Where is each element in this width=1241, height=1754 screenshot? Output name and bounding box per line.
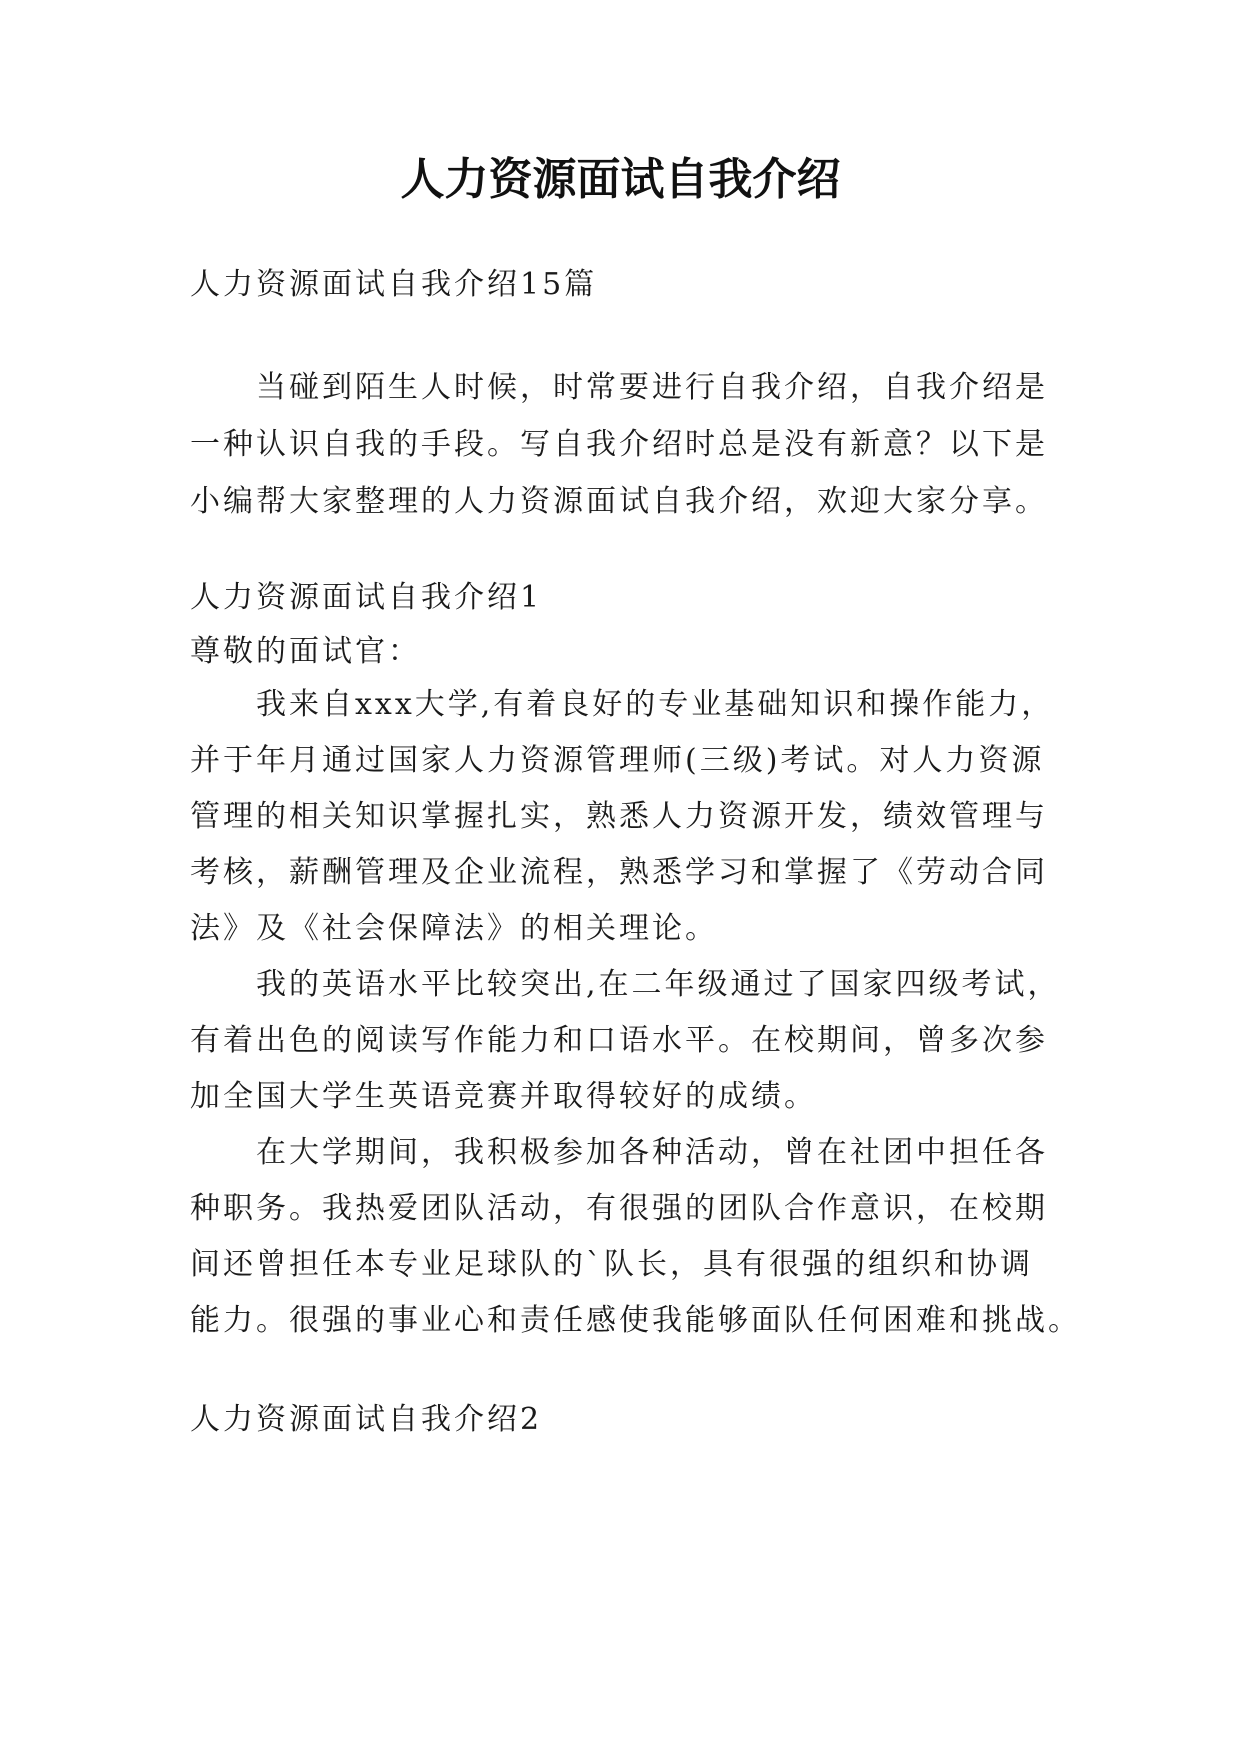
intro-line: 一种认识自我的手段。写自我介绍时总是没有新意？以下是 [190,427,1048,462]
paragraph-line: 管理的相关知识掌握扎实，熟悉人力资源开发，绩效管理与 [190,799,1048,834]
paragraph-line: 加全国大学生英语竞赛并取得较好的成绩。 [190,1079,817,1114]
paragraph-line: 在大学期间，我积极参加各种活动，曾在社团中担任各 [256,1135,1048,1170]
page-title: 人力资源面试自我介绍 [400,154,841,205]
paragraph-line: 并于年月通过国家人力资源管理师(三级)考试。对人力资源 [190,743,1045,778]
intro-line: 当碰到陌生人时候，时常要进行自我介绍，自我介绍是 [256,370,1048,405]
subtitle: 人力资源面试自我介绍15篇 [190,267,598,302]
paragraph-line: 能力。很强的事业心和责任感使我能够面队任何困难和挑战。 [190,1303,1081,1338]
paragraph-line: 有着出色的阅读写作能力和口语水平。在校期间，曾多次参 [190,1023,1048,1058]
intro-line: 小编帮大家整理的人力资源面试自我介绍，欢迎大家分享。 [190,484,1048,519]
paragraph-line: 我来自xxx大学,有着良好的专业基础知识和操作能力， [256,687,1055,722]
section-heading: 人力资源面试自我介绍2 [190,1402,543,1437]
paragraph-line: 法》及《社会保障法》的相关理论。 [190,911,718,946]
paragraph-line: 我的英语水平比较突出,在二年级通过了国家四级考试， [256,967,1061,1002]
salutation: 尊敬的面试官： [190,634,421,669]
paragraph-line: 间还曾担任本专业足球队的`队长，具有很强的组织和协调 [190,1247,1033,1282]
section-heading: 人力资源面试自我介绍1 [190,580,543,615]
paragraph-line: 种职务。我热爱团队活动，有很强的团队合作意识，在校期 [190,1191,1048,1226]
paragraph-line: 考核，薪酬管理及企业流程，熟悉学习和掌握了《劳动合同 [190,855,1048,890]
